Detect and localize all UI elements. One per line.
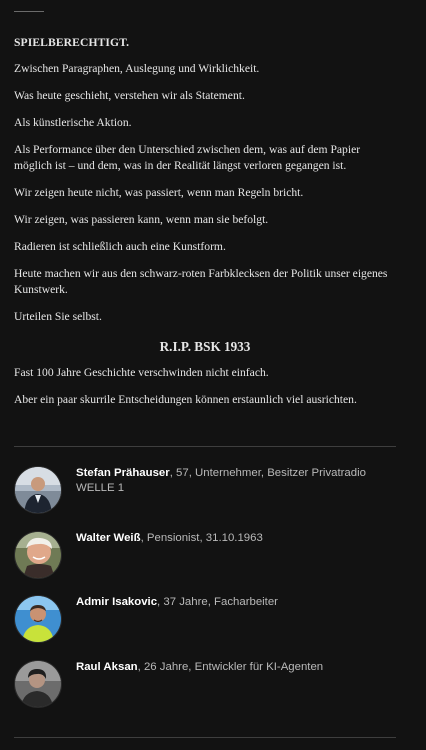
person-avatar-icon bbox=[15, 661, 61, 707]
person-name: Walter Weiß bbox=[76, 531, 141, 544]
person-info bbox=[76, 595, 402, 610]
person-item bbox=[14, 531, 404, 596]
people-list bbox=[14, 466, 404, 724]
avatar[interactable] bbox=[14, 660, 62, 708]
article-closing-paragraph: Aber ein paar skurrile Entscheidungen können erstaunlich viel ausrichten. bbox=[14, 393, 357, 406]
article-paragraph: Zwischen Paragraphen, Auslegung und Wirklichkeit. bbox=[14, 62, 260, 75]
article-paragraph: Urteilen Sie selbst. bbox=[14, 310, 102, 323]
avatar[interactable] bbox=[14, 531, 62, 579]
article-heading: SPIELBERECHTIGT. bbox=[14, 36, 130, 49]
person-avatar-icon bbox=[15, 596, 61, 642]
article-paragraph: Wir zeigen heute nicht, was passiert, wenn man Regeln bricht. bbox=[14, 186, 304, 199]
section-divider bbox=[14, 737, 396, 738]
person-info bbox=[76, 466, 402, 496]
article-paragraph: Radieren ist schließlich auch eine Kunstform. bbox=[14, 240, 226, 253]
person-info bbox=[76, 531, 402, 546]
person-item bbox=[14, 660, 404, 725]
article-subheading: R.I.P. BSK 1933 bbox=[159, 339, 251, 354]
person-avatar-icon bbox=[15, 532, 61, 578]
article-paragraph: Als künstlerische Aktion. bbox=[14, 116, 132, 129]
avatar[interactable] bbox=[14, 595, 62, 643]
avatar[interactable] bbox=[14, 466, 62, 514]
person-details: , 26 Jahre, Entwickler für KI-Agenten bbox=[137, 660, 324, 673]
person-info bbox=[76, 660, 402, 675]
person-name: Admir Isakovic bbox=[76, 596, 158, 608]
article-closing-paragraph: Fast 100 Jahre Geschichte verschwinden nicht einfach. bbox=[14, 366, 269, 379]
person-name: Raul Aksan bbox=[76, 660, 138, 673]
section-divider bbox=[14, 446, 396, 447]
person-details: , 37 Jahre, Facharbeiter bbox=[157, 596, 278, 608]
person-details: , 57, Unternehmer, Besitzer Privatradio WELLE 1 bbox=[76, 467, 366, 494]
person-avatar-icon bbox=[15, 467, 61, 513]
article-body bbox=[14, 35, 396, 419]
article-paragraph: Heute machen wir aus den schwarz-roten Farbklecksen der Politik unser eigenes Kunstwerk. bbox=[14, 267, 388, 296]
person-item bbox=[14, 466, 404, 531]
article-paragraph: Wir zeigen, was passieren kann, wenn man sie befolgt. bbox=[14, 213, 269, 226]
article-paragraph: Was heute geschieht, verstehen wir als Statement. bbox=[14, 89, 245, 102]
person-item bbox=[14, 595, 404, 660]
person-name: Stefan Prähauser bbox=[76, 467, 170, 479]
top-rule bbox=[14, 11, 44, 12]
article-paragraph: Als Performance über den Unterschied zwischen dem, was auf dem Papier möglich ist – und dem, was in der Realität längst verloren gegangen ist. bbox=[14, 143, 361, 172]
person-details: , Pensionist, 31.10.1963 bbox=[140, 531, 263, 544]
